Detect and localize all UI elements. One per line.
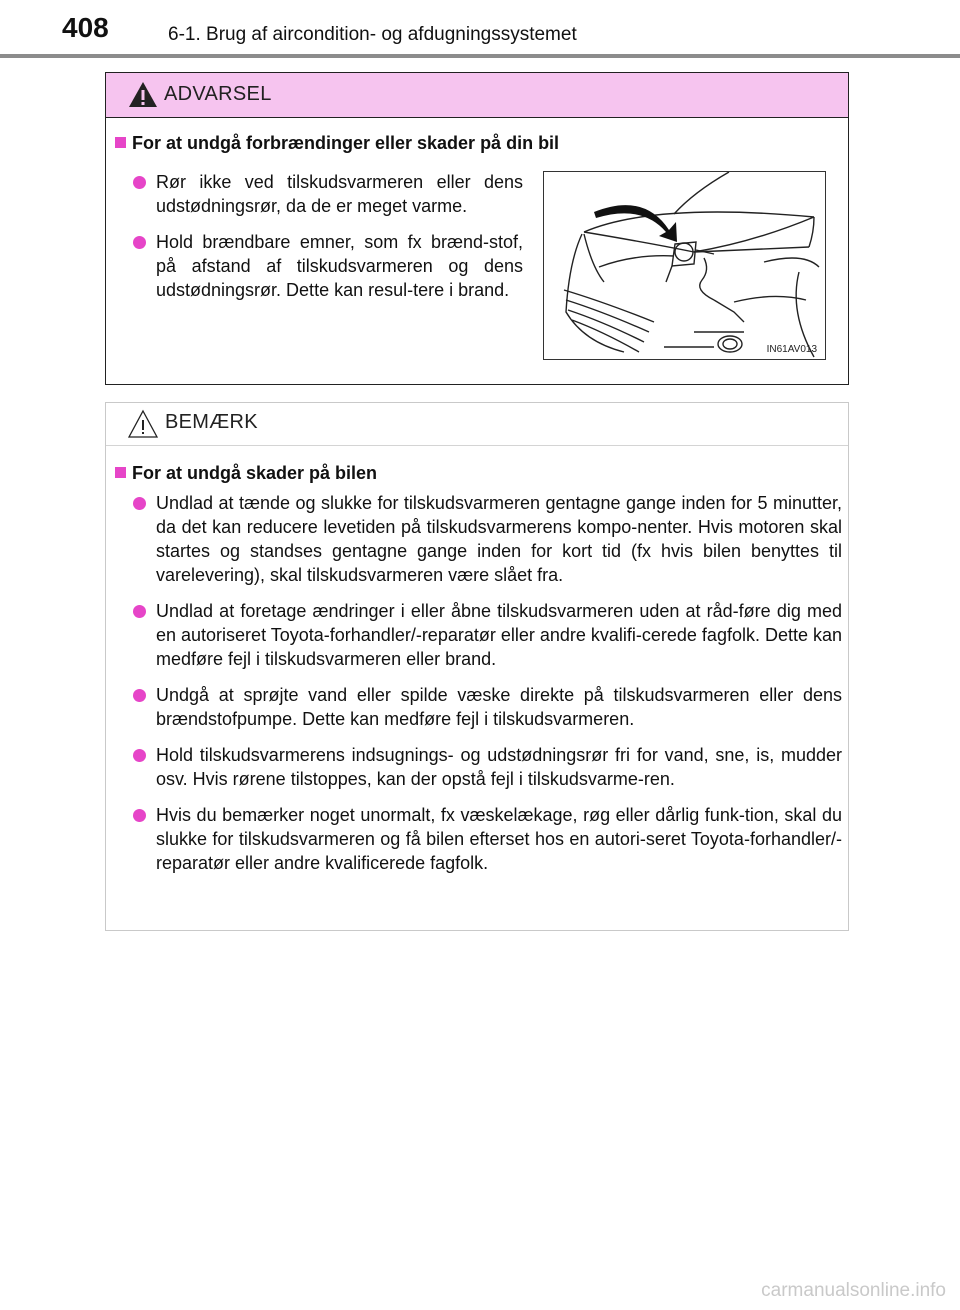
bullet-dot-icon: [133, 689, 146, 702]
square-bullet-icon: [115, 467, 126, 478]
heater-exhaust-illustration: [543, 171, 826, 360]
list-item: Undlad at tænde og slukke for tilskudsvarmeren gentagne gange inden for 5 minutter, da det kan reducere levetiden på tilskudsvarmerens kompo-nenter. Hvis motoren skal startes og standses gentagne gange inden for kort tid (fx hvis bilen benyttes til varelevering), skal tilskudsvarmeren være slået fra.: [133, 491, 842, 587]
bullet-dot-icon: [133, 497, 146, 510]
note-heading: For at undgå skader på bilen: [115, 463, 377, 484]
list-item: Hvis du bemærker noget unormalt, fx væskelækage, røg eller dårlig funk-tion, skal du slukke for tilskudsvarmeren og få bilen efterset hos en autori-seret Toyota-forhandler/-reparatør eller andre kvalificerede fagfolk.: [133, 803, 842, 875]
note-box: [105, 402, 849, 931]
car-front-image: [544, 172, 824, 358]
list-item: Rør ikke ved tilskudsvarmeren eller dens udstødningsrør, da de er meget varme.: [133, 170, 523, 218]
warning-box: [105, 72, 849, 385]
bullet-dot-icon: [133, 605, 146, 618]
warning-triangle-icon: [128, 81, 158, 113]
bullet-dot-icon: [133, 236, 146, 249]
list-item: Undgå at sprøjte vand eller spilde væske direkte på tilskudsvarmeren eller dens brændstofpumpe. Dette kan medføre fejl i tilskudsvarmeren.: [133, 683, 842, 731]
watermark: carmanualsonline.info: [761, 1280, 946, 1301]
list-item: Undlad at foretage ændringer i eller åbne tilskudsvarmeren uden at råd-føre dig med en autoriseret Toyota-forhandler/-reparatør eller andre kvalifi-cerede fagfolk. Dette kan medføre fejl i tilskudsvarmeren eller brand.: [133, 599, 842, 671]
section-title: 6-1. Brug af aircondition- og afdugningssystemet: [168, 24, 577, 45]
warning-label: ADVARSEL: [164, 83, 272, 105]
bullet-dot-icon: [133, 176, 146, 189]
bullet-dot-icon: [133, 749, 146, 762]
warning-header: [106, 73, 848, 118]
note-header: [106, 403, 848, 446]
warning-bullet-list: [133, 170, 523, 314]
list-item: Hold brændbare emner, som fx brænd-stof, på afstand af tilskudsvarmeren og dens udstødningsrør. Dette kan resul-tere i brand.: [133, 230, 523, 302]
list-item: Hold tilskudsvarmerens indsugnings- og udstødningsrør fri for vand, sne, is, mudder osv. Hvis rørene tilstoppes, kan der opstå fejl i tilskudsvarme-ren.: [133, 743, 842, 791]
note-label: BEMÆRK: [165, 411, 258, 433]
warning-heading: For at undgå forbrændinger eller skader på din bil: [115, 133, 559, 154]
bullet-dot-icon: [133, 809, 146, 822]
caution-triangle-icon: [128, 409, 158, 444]
square-bullet-icon: [115, 137, 126, 148]
note-bullet-list: [133, 491, 842, 887]
header-divider: [0, 54, 960, 58]
figure-code: IN61AV013: [766, 344, 817, 355]
page-number: 408: [62, 12, 109, 43]
